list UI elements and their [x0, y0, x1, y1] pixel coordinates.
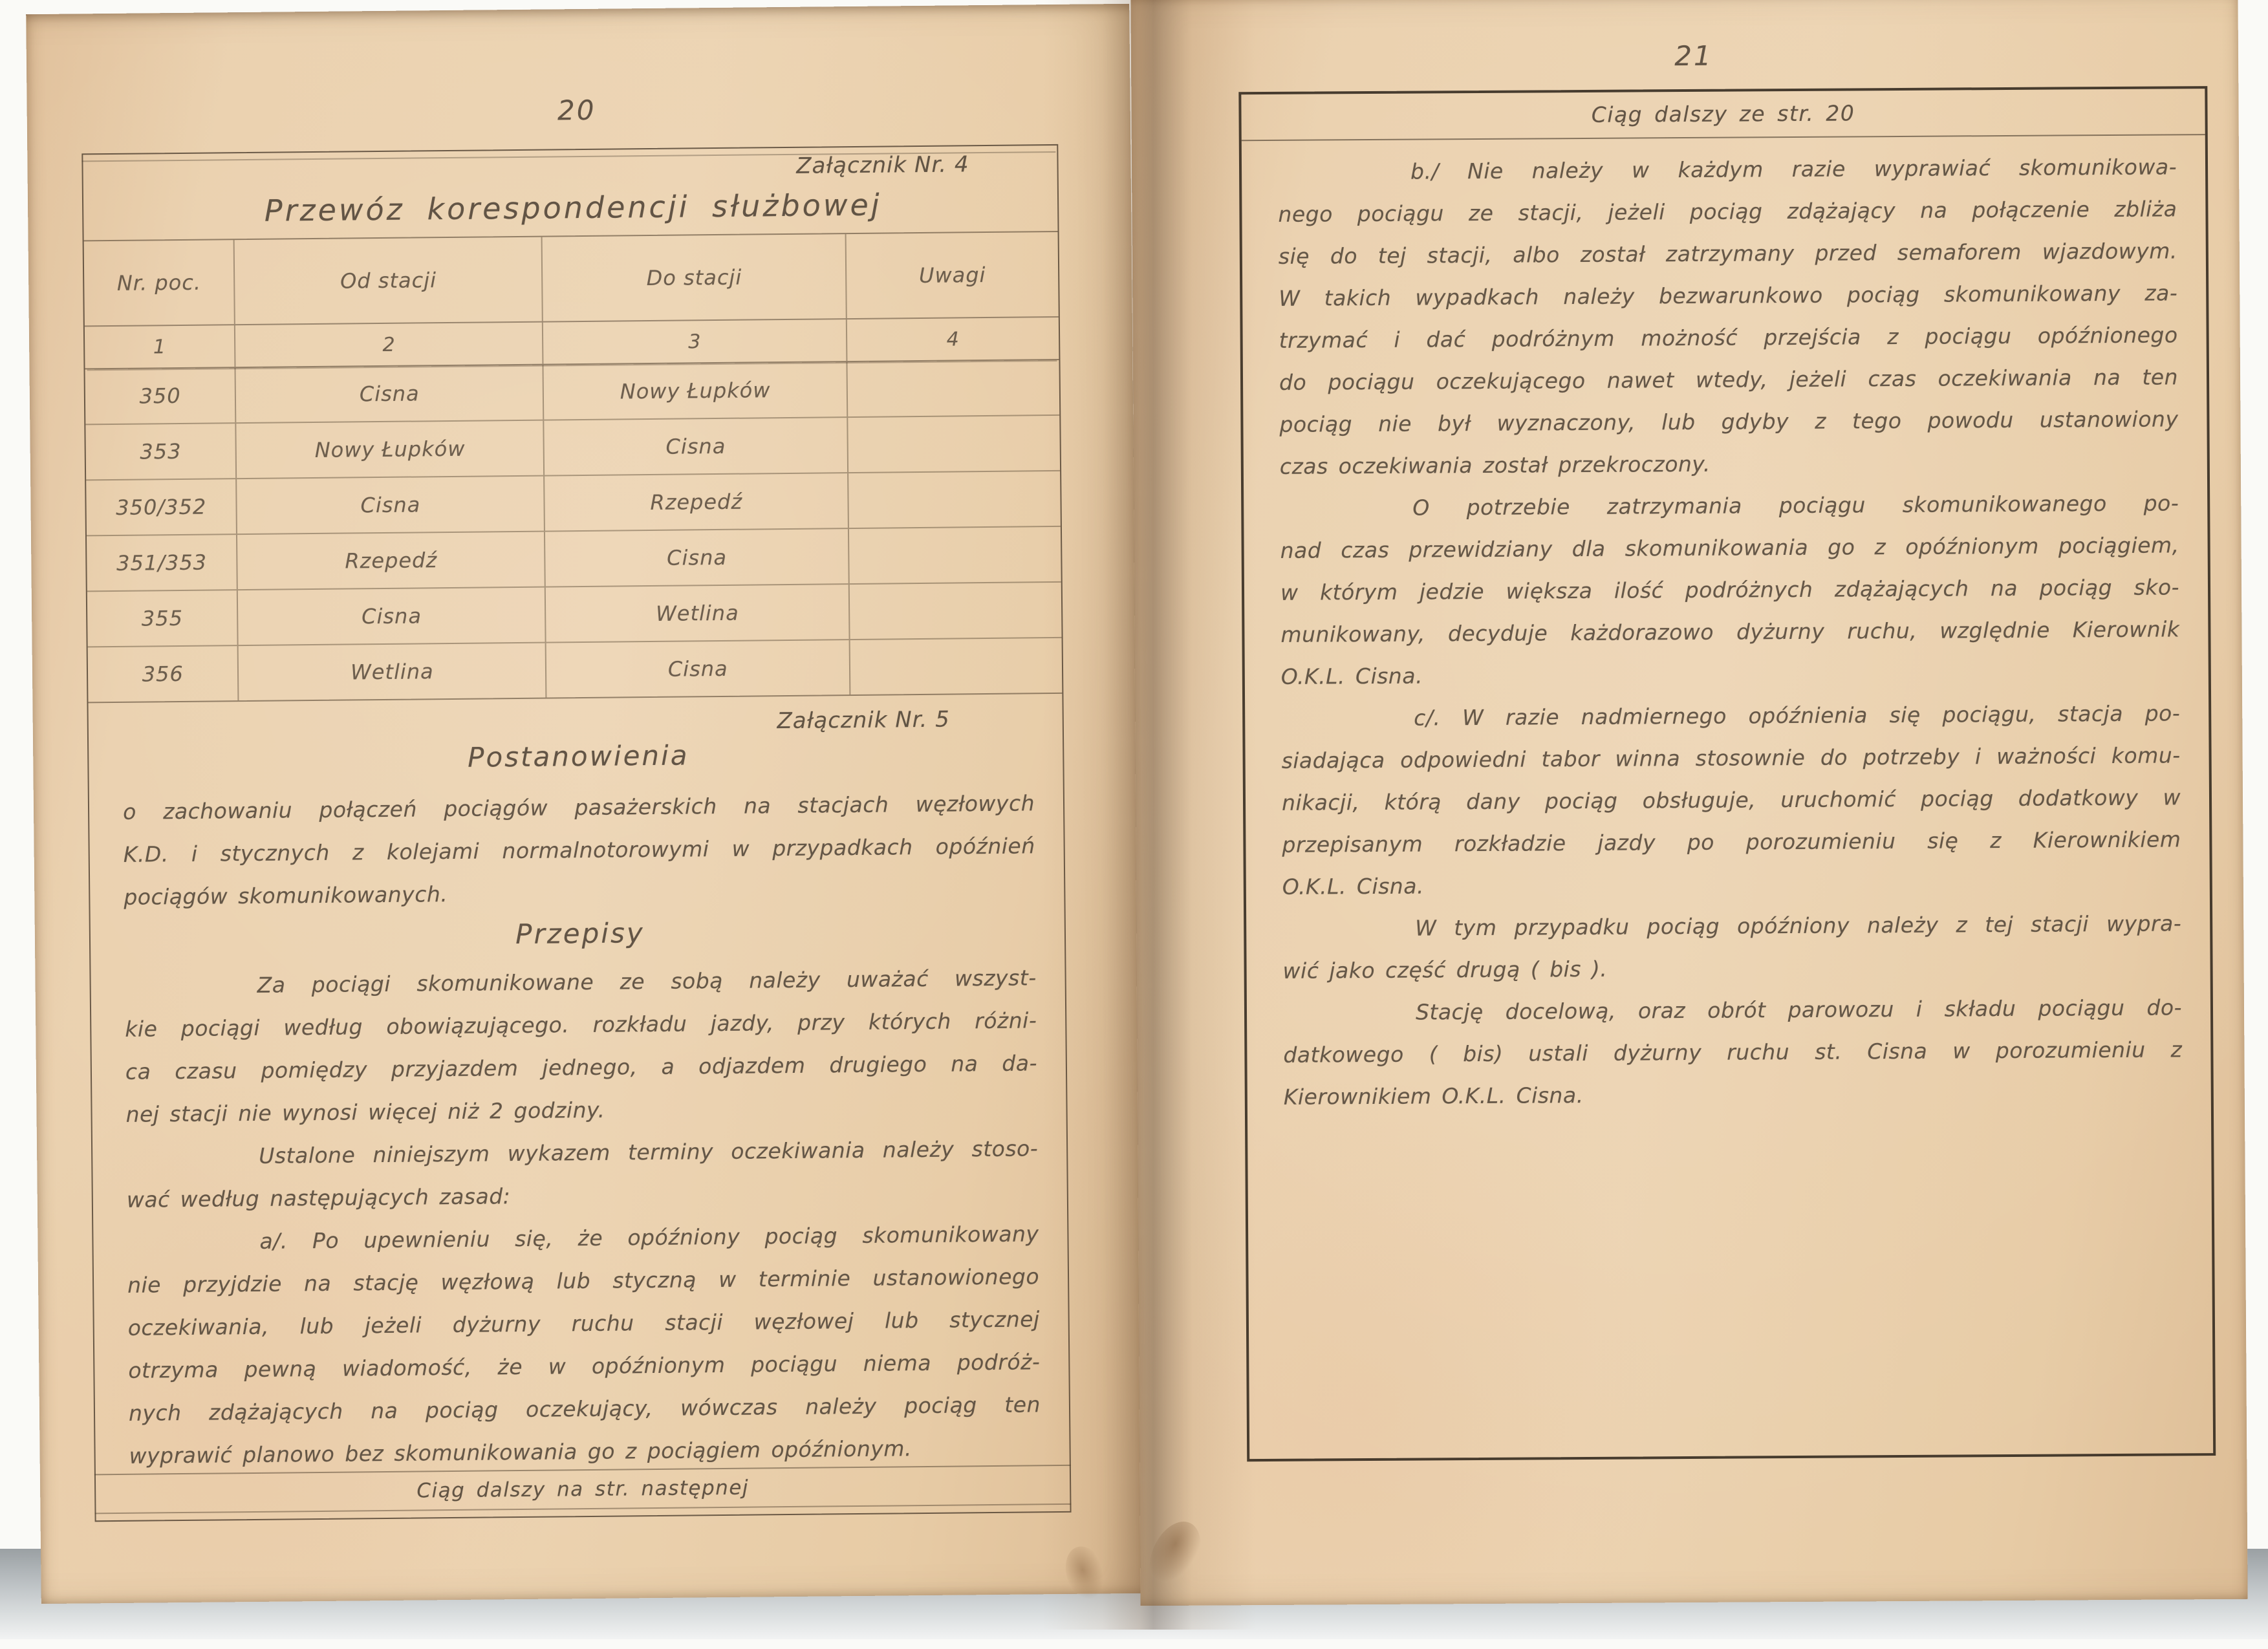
postanowienia-heading: Postanowienia — [467, 739, 689, 773]
paragraph — [1278, 146, 2179, 487]
text-line: nad czas przewidziany dla skomunikowania go z opóźnionym pociągiem, — [1280, 532, 2179, 563]
page-number-left: 20 — [557, 94, 596, 127]
continuation-header: Ciąg dalszy ze str. 20 — [1241, 89, 2205, 141]
text-line: wać według następujących zasad: — [126, 1183, 511, 1212]
table-cell: Rzepedź — [237, 532, 546, 590]
table-cell: 355 — [87, 590, 239, 646]
text-line: do pociągu oczekującego nawet wtedy, jeżeli czas oczekiwania na ten — [1279, 364, 2179, 395]
text-line: nikacji, którą dany pociąg obsługuje, uruchomić pociąg dodatkowy w — [1281, 784, 2181, 815]
table-header-row — [84, 232, 1059, 327]
text-line: nie przyjdzie na stację węzłową lub styczną w terminie ustanowionego — [127, 1264, 1040, 1298]
table-cell — [849, 527, 1061, 583]
table-cell: Cisna — [545, 529, 850, 587]
paragraph — [1280, 482, 2180, 697]
text-line: pociąg nie był wyznaczony, lub gdyby z tego powodu ustanowiony — [1279, 406, 2179, 437]
attachment-5-label: Załącznik Nr. 5 — [777, 706, 950, 735]
text-line: c/. W razie nadmiernego opóźnienia się pociągu, stacja po- — [1414, 700, 2181, 731]
text-line: w którym jedzie większa ilość podróżnych zdążających na pociąg sko- — [1280, 574, 2180, 605]
table-cell: Cisna — [237, 477, 546, 534]
table-cell: Cisna — [236, 365, 545, 423]
text-line: Stację docelową, oraz obrót parowozu i składu pociągu do- — [1415, 995, 2183, 1025]
table-cell: 356 — [88, 646, 239, 702]
table-cell — [850, 583, 1062, 639]
text-line: K.D. i stycznych z kolejami normalnotorowymi w przypadkach opóźnień — [123, 833, 1035, 867]
table-cell: Cisna — [546, 640, 851, 698]
attachment-4-label: Załącznik Nr. 4 — [796, 151, 969, 179]
text-line: trzymać i dać podróżnym możność przejścia z pociągu opóźnionego — [1279, 322, 2178, 353]
page-21-paragraphs — [1278, 135, 2183, 1117]
page-20-frame — [81, 144, 1071, 1522]
table-cell: 351/353 — [87, 535, 238, 590]
text-line: oczekiwania, lub jeżeli dyżurny ruchu stacji węzłowej lub stycznej — [127, 1306, 1040, 1341]
table-row — [88, 638, 1063, 702]
text-line: W takich wypadkach należy bezwarunkowo pociąg skomunikowany za- — [1279, 280, 2178, 311]
table-cell: Do stacji — [543, 234, 847, 321]
page-20 — [26, 4, 1145, 1604]
table-cell: Nowy Łupków — [237, 421, 545, 479]
text-line: siadająca odpowiedni tabor winna stosownie do potrzeby i ważności komu- — [1281, 742, 2181, 773]
table-cell: Cisna — [545, 418, 849, 475]
paragraph — [127, 1212, 1041, 1478]
text-line: Kierownikiem O.K.L. Cisna. — [1283, 1083, 1584, 1110]
table-row — [86, 471, 1061, 536]
table-title: Przewóz korespondencji służbowej — [264, 187, 882, 228]
text-line: czas oczekiwania został przekroczony. — [1279, 451, 1711, 479]
table-cell — [848, 360, 1060, 416]
table-cell: Nowy Łupków — [544, 362, 848, 420]
text-line: wić jako część drugą ( bis ). — [1282, 956, 1608, 984]
continuation-footer-text: Ciąg dalszy na str. następnej — [416, 1476, 750, 1503]
text-line: nego pociągu ze stacji, jeżeli pociąg zdążający na połączenie zbliża — [1278, 196, 2177, 227]
text-line: otrzyma pewną wiadomość, że w opóźnionym pociągu niema podróż- — [128, 1349, 1041, 1383]
text-line: o zachowaniu połączeń pociągów pasażerskich na stacjach węzłowych — [122, 790, 1035, 824]
table-cell: 3 — [543, 319, 847, 364]
table-cell: 2 — [235, 323, 543, 367]
paragraph — [1282, 902, 2182, 991]
text-line: się do tej stacji, albo został zatrzymany przed semaforem wjazdowym. — [1278, 238, 2177, 269]
table-body — [85, 360, 1063, 702]
table-cell: Od stacji — [235, 237, 543, 325]
table-cell — [848, 471, 1061, 528]
table-row — [85, 416, 1060, 480]
text-line: O.K.L. Cisna. — [1282, 873, 1425, 900]
text-line: O.K.L. Cisna. — [1280, 663, 1423, 689]
text-line: Ustalone niniejszym wykazem terminy oczekiwania należy stoso- — [259, 1136, 1039, 1169]
table-cell: 1 — [85, 325, 236, 368]
paragraph — [1283, 986, 2183, 1117]
table-cell: Uwagi — [918, 263, 986, 288]
text-line: nych zdążających na pociąg oczekujący, wówczas należy pociąg ten — [128, 1392, 1041, 1426]
przepisy-heading: Przepisy — [515, 917, 645, 951]
paragraph — [1281, 692, 2181, 907]
table-cell: Wetlina — [546, 585, 850, 642]
page-21-frame — [1238, 86, 2216, 1461]
paragraph — [126, 1127, 1039, 1222]
continuation-footer — [94, 1465, 1072, 1514]
text-line: ca czasu pomiędzy przyjazdem jednego, a odjazdem drugiego na da- — [125, 1050, 1038, 1084]
text-line: datkowego ( bis) ustali dyżurny ruchu st. Cisna w porozumieniu z — [1283, 1037, 2183, 1068]
table-cell: 4 — [946, 327, 960, 351]
table-cell: Cisna — [238, 588, 546, 645]
page-number-right: 21 — [1674, 39, 1713, 72]
page-21 — [1130, 0, 2247, 1606]
table-cell: 350/352 — [86, 479, 237, 535]
table-cell: 353 — [85, 424, 237, 479]
text-line: munikowany, decyduje każdorazowo dyżurny ruchu, względnie Kierownik — [1280, 616, 2180, 647]
table-cell — [850, 638, 1063, 695]
paragraph — [124, 956, 1037, 1136]
przepisy-paragraphs — [124, 956, 1041, 1477]
table-row — [87, 583, 1062, 647]
text-line: pociągów skomunikowanych. — [124, 881, 448, 910]
text-line: kie pociągi według obowiązującego. rozkładu jazdy, przy których różni- — [125, 1008, 1037, 1042]
text-line: nej stacji nie wynosi więcej niż 2 godziny. — [125, 1097, 605, 1127]
text-line: W tym przypadku pociąg opóźniony należy z tej stacji wypra- — [1415, 911, 2182, 941]
text-line: a/. Po upewnieniu się, że opóźniony pociąg skomunikowany — [259, 1221, 1039, 1254]
table-cell: Nr. poc. — [84, 240, 236, 325]
text-line: przepisanym rozkładzie jazdy po porozumieniu się z Kierownikiem — [1282, 826, 2181, 857]
text-line: wyprawić planowo bez skomunikowania go z pociągiem opóźnionym. — [129, 1436, 913, 1469]
table-cell — [848, 416, 1060, 472]
text-line: b./ Nie należy w każdym razie wyprawiać skomunikowa- — [1410, 154, 2177, 184]
postanowienia-paragraph — [123, 782, 1036, 919]
table-cell: Wetlina — [239, 643, 547, 701]
table-cell: 350 — [85, 368, 237, 424]
table-row — [87, 527, 1061, 592]
text-line: Za pociągi skomunikowane ze sobą należy uważać wszyst- — [257, 965, 1037, 998]
table-cell: Rzepedź — [545, 473, 849, 531]
text-line: O potrzebie zatrzymania pociągu skomunikowanego po- — [1412, 490, 2179, 521]
correspondence-table — [84, 231, 1063, 703]
table-row — [85, 360, 1060, 425]
